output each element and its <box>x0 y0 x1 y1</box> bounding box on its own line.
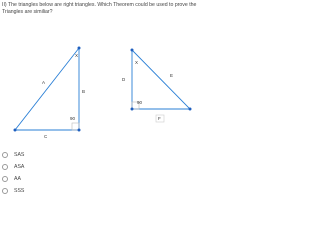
label-left-c: C <box>44 134 48 139</box>
option-aa[interactable] <box>2 173 24 185</box>
label-right-x: X <box>135 60 139 65</box>
label-right-d: D <box>122 77 126 82</box>
label-left-b: B <box>82 89 86 94</box>
option-asa[interactable] <box>2 161 24 173</box>
radio-sas[interactable] <box>2 152 8 158</box>
radio-asa[interactable] <box>2 164 8 170</box>
answer-options <box>2 149 24 197</box>
label-right-e: E <box>170 73 174 78</box>
label-left-x: X <box>75 53 79 58</box>
label-left-angle: 90 <box>70 116 76 121</box>
triangles-figure <box>0 0 200 148</box>
option-label: AA <box>14 176 21 182</box>
option-sas[interactable] <box>2 149 24 161</box>
label-left-a: A <box>42 80 46 85</box>
option-label: SAS <box>14 152 25 158</box>
triangle-left <box>14 47 86 140</box>
label-right-f: F <box>158 116 161 121</box>
question-text: II) The triangles below are right triangles. Which Theorem could be used to prove the Triangles are similiar? <box>2 2 197 15</box>
triangle-right <box>122 49 192 123</box>
label-right-angle: 90 <box>137 100 143 105</box>
radio-aa[interactable] <box>2 176 8 182</box>
radio-sss[interactable] <box>2 188 8 194</box>
option-label: ASA <box>14 164 25 170</box>
option-label: SSS <box>14 188 25 194</box>
option-sss[interactable] <box>2 185 24 197</box>
